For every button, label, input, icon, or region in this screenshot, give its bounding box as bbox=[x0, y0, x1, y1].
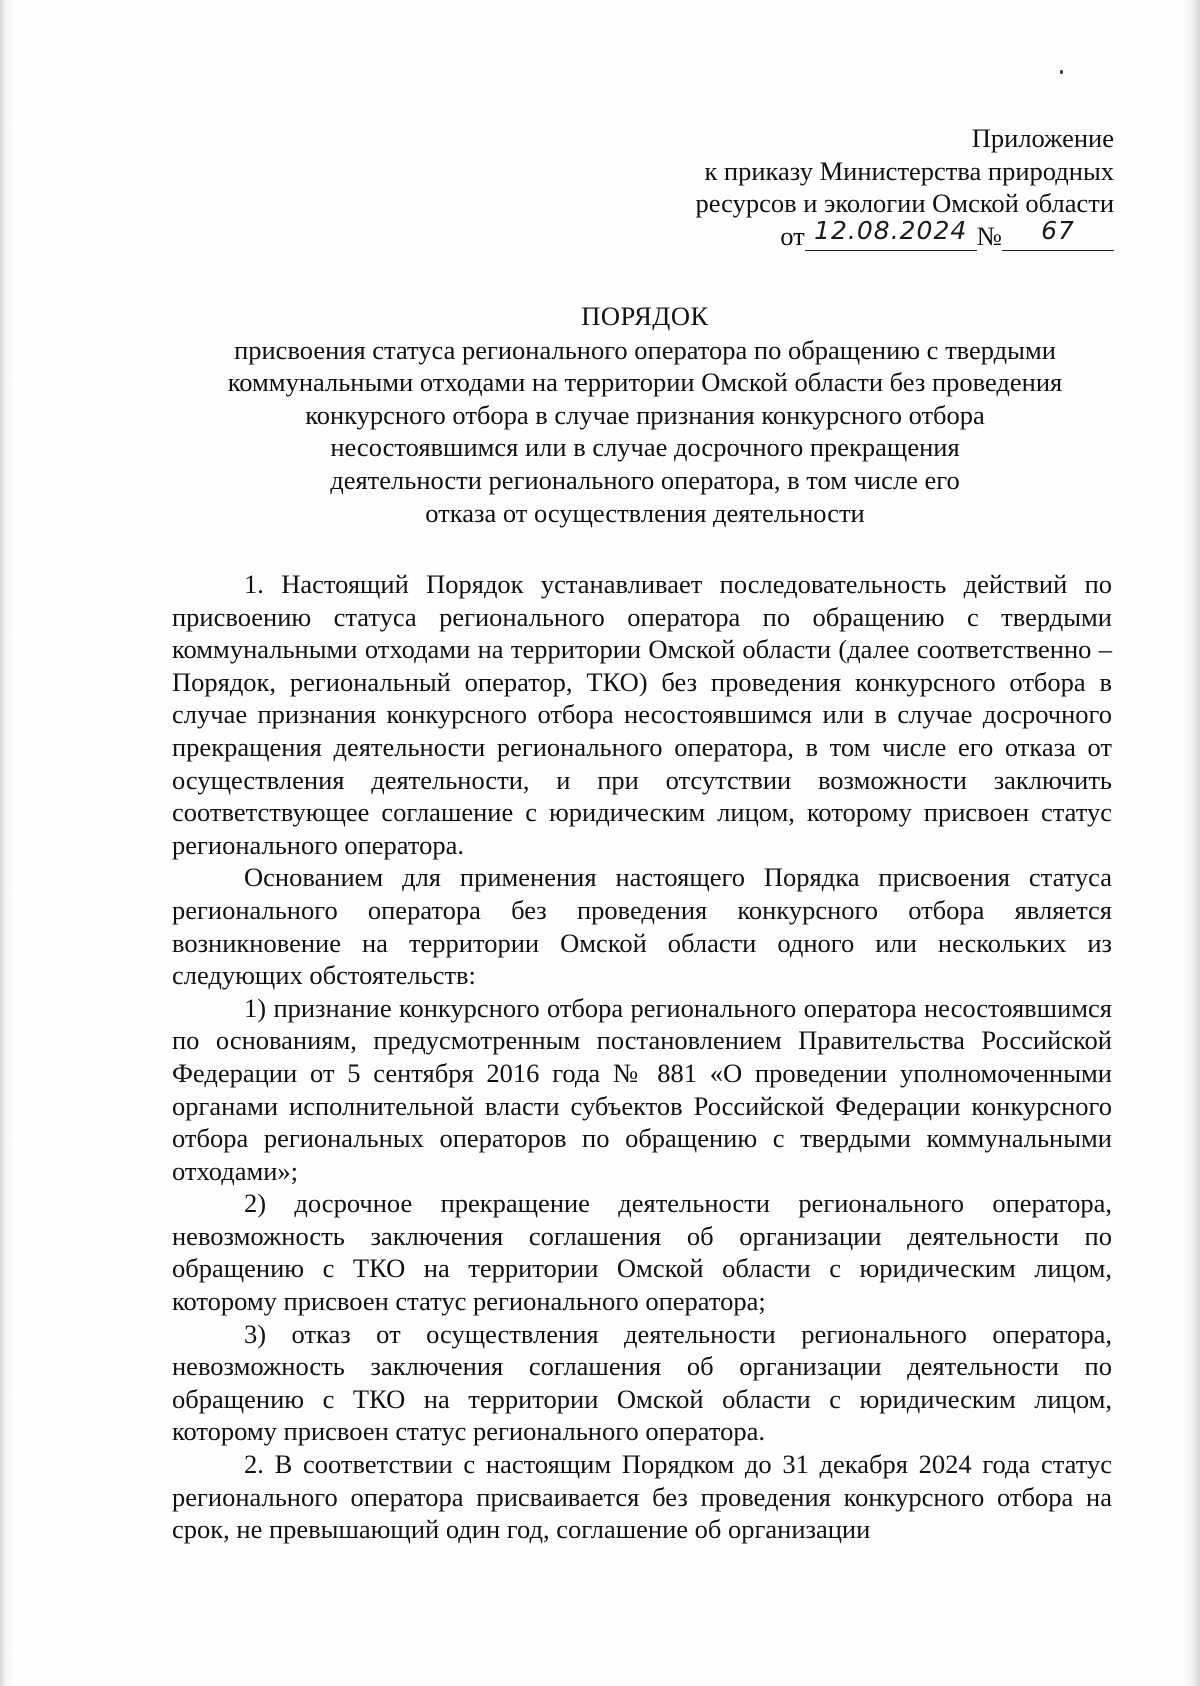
list-item-2: 2) досрочное прекращение деятельности регионального оператора, невозможность заключения соглашения об организации деятельности по обращению с ТКО на территории Омской области с юридическим лицом, которому присвоен статус регионального оператора; bbox=[172, 1188, 1112, 1317]
document-body bbox=[172, 568, 1112, 1546]
order-reference-line-2: ресурсов и экологии Омской области bbox=[695, 188, 1114, 219]
date-prefix: от bbox=[780, 220, 805, 251]
number-sign: № bbox=[976, 220, 1002, 251]
scan-edge-left bbox=[0, 0, 14, 1686]
title-line: деятельности регионального оператора, в том числе его bbox=[330, 464, 960, 495]
paragraph-grounds: Основанием для применения настоящего Порядка присвоения статуса регионального оператора без проведения конкурсного отбора является возникновение на территории Омской области одного или нескольких из следующих обстоятельств: bbox=[172, 862, 1112, 991]
order-date-number-line bbox=[554, 215, 1114, 253]
title-line: коммунальными отходами на территории Омской области без проведения bbox=[227, 367, 1063, 398]
scan-speck bbox=[1060, 70, 1063, 74]
title-line: конкурсного отбора в случае признания конкурсного отбора bbox=[305, 399, 985, 430]
scan-edge-right bbox=[1182, 0, 1200, 1686]
paragraph-2: 2. В соответствии с настоящим Порядком до 31 декабря 2024 года статус регионального оператора присваивается без проведения конкурсного отбора на срок, не превышающий один год, соглашение об организации bbox=[172, 1449, 1112, 1545]
order-date-field bbox=[805, 215, 977, 251]
order-number-handwritten: 67 bbox=[1041, 215, 1075, 245]
title-line: отказа от осуществления деятельности bbox=[425, 497, 865, 528]
order-date-handwritten: 12.08.2024 bbox=[814, 215, 968, 245]
document-title bbox=[160, 300, 1130, 529]
appendix-header bbox=[554, 122, 1114, 252]
title-line: несостоявшимся или в случае досрочного прекращения bbox=[330, 432, 960, 463]
title-line: присвоения статуса регионального оператора по обращению с твердыми bbox=[234, 334, 1056, 365]
paragraph-1: 1. Настоящий Порядок устанавливает последовательность действий по присвоению статуса регионального оператора по обращению с твердыми коммунальными отходами на территории Омской области (далее соответственно – Порядок, региональный оператор, ТКО) без проведения конкурсного отбора в случае признания конкурсного отбора несостоявшимся или в случае досрочного прекращения деятельности регионального оператора, в том числе его отказа от осуществления деятельности, и при отсутствии возможности заключить соответствующее соглашение с юридическим лицом, которому присвоен статус регионального оператора. bbox=[172, 569, 1112, 860]
appendix-label: Приложение bbox=[971, 123, 1114, 153]
title-main: ПОРЯДОК bbox=[581, 301, 709, 331]
order-reference-line-1: к приказу Министерства природных bbox=[704, 155, 1114, 186]
list-item-1: 1) признание конкурсного отбора регионального оператора несостоявшимся по основаниям, предусмотренным постановлением Правительства Российской Федерации от 5 сентября 2016 года № 881 «О проведении уполномоченными органами исполнительной власти субъектов Российской Федерации конкурсного отбора региональных операторов по обращению с твердыми коммунальными отходами»; bbox=[172, 992, 1112, 1186]
order-number-field bbox=[1002, 215, 1114, 251]
list-item-3: 3) отказ от осуществления деятельности регионального оператора, невозможность заключения соглашения об организации деятельности по обращению с ТКО на территории Омской области с юридическим лицом, которому присвоен статус регионального оператора. bbox=[172, 1318, 1112, 1447]
